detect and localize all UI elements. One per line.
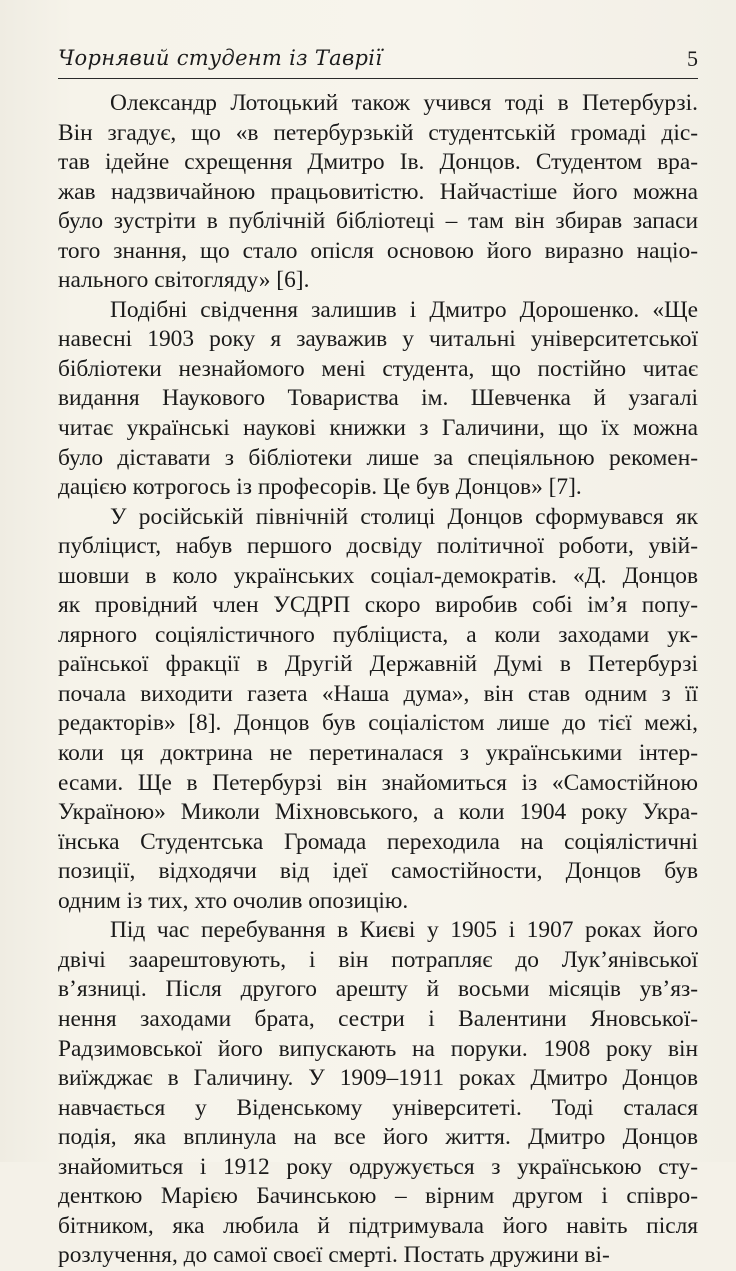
text-line: того знання, що стало опісля основою його виразно націо- [58, 237, 699, 264]
text-line: лярного соціялістичного публіциста, а коли заходами ук- [58, 621, 699, 648]
paragraph [58, 89, 698, 296]
text-line: було зустріти в публічній бібліотеці – там він збирав запаси [58, 208, 699, 235]
paragraph [58, 916, 698, 1271]
text-line: денткою Марією Бачинською – вірним другом і співро- [58, 1183, 699, 1210]
text-line: есами. Ще в Петербурзі він знайомиться із «Самостійною [58, 769, 698, 796]
running-title: Чорнявий студент із Таврії [58, 46, 383, 70]
text-line: Олександр Лотоцький також учився тоді в Петербурзі. [110, 90, 698, 116]
text-line: читає українські наукові книжки з Галичини, що їх можна [58, 415, 698, 442]
text-line: видання Наукового Товариства ім. Шевченка й узагалі [58, 385, 699, 412]
text-line: знайомиться і 1912 року одружується з українською сту- [58, 1153, 699, 1180]
paragraph [58, 296, 698, 503]
text-line: розлучення, до самої своєї смерті. Постать дружини ві- [58, 1242, 610, 1269]
text-line: Радзимовської його випускають на поруки. 1908 року він [58, 1035, 699, 1062]
text-line: навчається у Віденському університеті. Тоді сталася [58, 1094, 699, 1121]
text-line: нального світогляду» [6]. [58, 267, 310, 294]
text-line: Подібні свідчення залишив і Дмитро Дорошенко. «Ще [110, 296, 699, 323]
text-line: подія, яка вплинула на все його життя. Дмитро Донцов [58, 1124, 699, 1151]
body-text [58, 89, 698, 1271]
text-line: Під час перебування в Києві у 1905 і 1907 роках його [110, 917, 698, 944]
text-line: почала виходити газета «Наша дума», він став одним з її [58, 680, 698, 707]
header-rule [58, 78, 698, 79]
text-line: двічі заарештовують, і він потрапляє до Лук’янівської [58, 946, 699, 973]
text-line: Україною» Миколи Міхновського, а коли 1904 року Укра- [58, 799, 699, 826]
running-head [58, 46, 698, 78]
text-line: дацією котрогось із професорів. Це був Донцов» [7]. [58, 474, 582, 501]
text-line: навесні 1903 року я зауважив у читальні університетської [58, 326, 698, 353]
text-line: коли ця доктрина не перетиналася з українськими інтер- [58, 740, 698, 767]
text-line: жав надзвичайною працьовитістю. Найчастіше його можна [58, 178, 698, 205]
text-line: тав ідейне схрещення Дмитро Ів. Донцов. Студентом вра- [58, 149, 699, 176]
text-line: раїнської фракції в Другій Державній Думі в Петербурзі [58, 651, 698, 678]
text-line: Він згадує, що «в петербурзькій студентській громаді діс- [58, 119, 699, 146]
text-line: бітником, яка любила й підтримувала його навіть після [58, 1212, 699, 1239]
text-line: редакторів» [8]. Донцов був соціалістом лише до тієї межі, [58, 710, 698, 737]
text-line: їнська Студентська Громада переходила на соціялістичні [58, 828, 699, 855]
page-number: 5 [687, 46, 698, 71]
paragraph [58, 503, 698, 917]
text-line: шовши в коло українських соціал-демократів. «Д. Донцов [58, 562, 698, 589]
text-line: публіцист, набув першого досвіду політичної роботи, увій- [58, 533, 698, 560]
text-line: одним із тих, хто очолив опозицію. [58, 887, 409, 914]
text-line: У російській північній столиці Донцов сформувався як [110, 503, 699, 530]
text-line: позиції, відходячи від ідеї самостійности, Донцов був [58, 858, 699, 885]
text-line: виїжджає в Галичину. У 1909–1911 роках Дмитро Донцов [58, 1065, 698, 1092]
text-line: бібліотеки незнайомого мені студента, що постійно читає [58, 355, 698, 382]
text-line: в’язниці. Після другого арешту й восьми місяців ув’яз- [58, 976, 699, 1003]
text-line: було діставати з бібліотеки лише за спеціяльною рекомен- [58, 444, 698, 471]
text-line: нення заходами брата, сестри і Валентини Яновської- [58, 1005, 698, 1032]
text-line: як провідний член УСДРП скоро виробив собі ім’я попу- [58, 592, 698, 619]
